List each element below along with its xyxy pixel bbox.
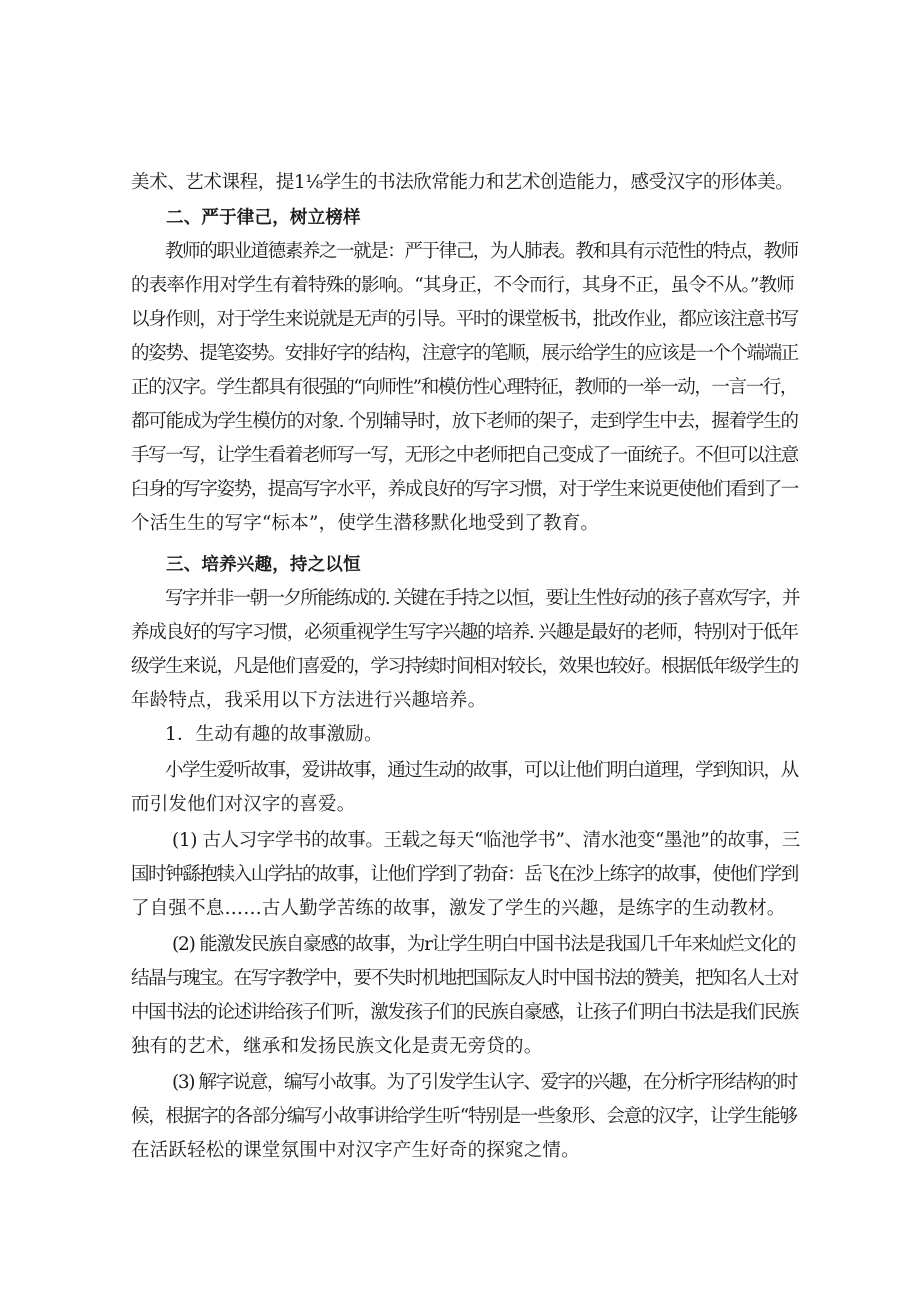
paragraph-line: 年龄特点，我采用以下方法进行兴趣培养。: [131, 690, 487, 711]
paragraph-line: 教师的职业道德素养之一就是：严于律己，为人肺表。教和具有示范性的特点，教师: [165, 241, 798, 262]
paragraph-line: 小学生爱听故事，爱讲故事，通过生动的故事，可以让他们明白道理，学到知识，从: [165, 760, 798, 781]
paragraph-line: 结晶与瑰宝。在写字教学中，要不失时机地把国际友人时中国书法的赞美，把知名人士对: [131, 968, 798, 989]
paragraph-line: 正的汉字。学生都具有很强的“向师性”和模仿性心理特征，教师的一举一动，一言一行，: [131, 377, 797, 398]
paragraph-line: 国时钟繇抱犊入山学拈的故事，让他们学到了勃奋：岳飞在沙上练字的故事，使他们学到: [131, 864, 798, 885]
section-heading-3: 三、培养兴趣，持之以恒: [166, 555, 361, 575]
paragraph-line: (3) 解字说意，编写小故事。为了引发学生认字、爱字的兴趣，在分析字形结构的时: [172, 1072, 797, 1093]
paragraph-line: 而引发他们对汉字的喜爱。: [131, 794, 356, 815]
paragraph-line: 了自强不息……古人勤学苦练的故事，激发了学生的兴趣，是练字的生动教材。: [131, 898, 786, 919]
paragraph-line: 级学生来说，凡是他们喜爱的，学习持续时间相对较长，效果也较好。根据低年级学生的: [131, 656, 798, 677]
list-item-title: 1．生动有趣的故事激励。: [165, 724, 383, 745]
paragraph-line: 的表率作用对学生有着特殊的影响。“其身正，不令而行，其身不正，虽令不从。”教师: [131, 275, 794, 296]
paragraph-line: 美术、艺术课程，提1⅛学生的书法欣常能力和艺术创造能力，感受汉字的形体美。: [131, 172, 794, 193]
paragraph-line: 中国书法的论述讲给孩子们听，激发孩子们的民族自豪感，让孩子们明白书法是我们民族: [131, 1002, 798, 1023]
paragraph-line: (2) 能激发民族自豪感的故事，为r让学生明白中国书法是我国几千年来灿烂文化的: [172, 934, 796, 955]
paragraph-line: 候，根据字的各部分编写小故事讲给学生听“特别是一些象形、会意的汉字，让学生能够: [131, 1106, 797, 1127]
paragraph-line: 养成良好的写字习惯，必须重视学生写字兴趣的培养. 兴趣是最好的老师，特别对于低年: [131, 622, 798, 643]
paragraph-line: 独有的艺术，继承和发扬民族文化是责无旁贷的。: [131, 1036, 543, 1057]
paragraph-line: (1) 古人习字学书的故事。王载之每天“临池学书”、清水池变“墨池”的故事，三: [172, 830, 800, 851]
paragraph-line: 写字并非一朝一夕所能练成的. 关键在手持之以恒，要让生性好动的孩子喜欢写字，并: [165, 588, 799, 609]
paragraph-line: 手写一写，让学生看着老师写一写，无形之中老师把自己变成了一面统子。不但可以注意: [131, 445, 798, 466]
paragraph-line: 以身作则，对于学生来说就是无声的引导。平时的课堂板书，批改作业，都应该注意书写: [131, 309, 798, 330]
paragraph-line: 的姿势、提笔姿势。安排好字的结构，注意字的笔顺，展示给学生的应该是一个个端端正: [131, 343, 798, 364]
paragraph-line: 臼身的写字姿势，提高写字水平，养成良好的写字习惯，对于学生来说更使他们看到了一: [131, 479, 798, 500]
paragraph-line: 都可能成为学生模仿的对象. 个别辅导时，放下老师的架子，走到学生中去，握着学生的: [131, 411, 798, 432]
section-heading-2: 二、严于律己，树立榜样: [166, 208, 361, 228]
paragraph-line: 在活跃轻松的课堂氛围中对汉字产生好奇的探窕之情。: [131, 1140, 580, 1161]
paragraph-line: 个活生生的写字“标本”，使学生潜移默化地受到了教育。: [131, 513, 600, 534]
